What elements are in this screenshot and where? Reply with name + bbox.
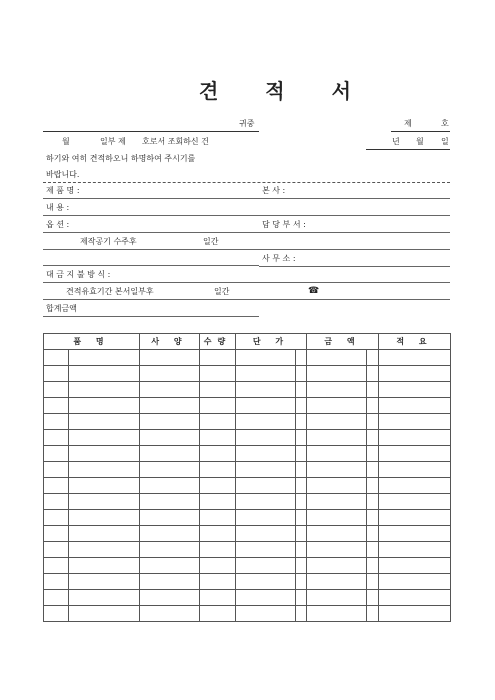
- cell-unit-price: [236, 478, 296, 494]
- cell-remarks: [379, 574, 451, 590]
- cell-product: [69, 414, 140, 430]
- cell-product: [69, 494, 140, 510]
- recipient-suffix: 귀중: [239, 119, 255, 128]
- cell-amount: [307, 510, 367, 526]
- head-office-line-2: [259, 215, 450, 216]
- cell-unit-price-sub: [296, 542, 307, 558]
- cell-amount-sub: [367, 398, 379, 414]
- cell-amount: [307, 478, 367, 494]
- cell-amount-sub: [367, 494, 379, 510]
- cell-index: [44, 398, 69, 414]
- head-office-line: [259, 198, 450, 199]
- items-table: [43, 333, 451, 622]
- cell-remarks: [379, 478, 451, 494]
- cell-quantity: [200, 526, 236, 542]
- product-name-line: [43, 198, 259, 199]
- cell-unit-price-sub: [296, 414, 307, 430]
- cell-spec: [140, 494, 200, 510]
- cell-remarks: [379, 350, 451, 366]
- cell-quantity: [200, 446, 236, 462]
- table-row: [44, 542, 451, 558]
- option-line: [43, 232, 259, 233]
- cell-spec: [140, 398, 200, 414]
- cell-amount: [307, 462, 367, 478]
- cell-amount-sub: [367, 526, 379, 542]
- col-header-product: 품 명: [44, 334, 140, 350]
- col-header-quantity: 수량: [200, 334, 236, 350]
- cell-remarks: [379, 542, 451, 558]
- cell-product: [69, 382, 140, 398]
- cell-spec: [140, 462, 200, 478]
- table-row: [44, 574, 451, 590]
- head-office-label: 본 사 :: [262, 186, 286, 195]
- cell-spec: [140, 510, 200, 526]
- cell-product: [69, 398, 140, 414]
- cell-unit-price: [236, 446, 296, 462]
- cell-spec: [140, 366, 200, 382]
- cell-remarks: [379, 366, 451, 382]
- cell-amount: [307, 590, 367, 606]
- production-period-suffix: 일간: [203, 237, 219, 246]
- cell-amount: [307, 542, 367, 558]
- cell-amount: [307, 366, 367, 382]
- cell-amount: [307, 526, 367, 542]
- cell-product: [69, 574, 140, 590]
- cell-product: [69, 510, 140, 526]
- cell-unit-price-sub: [296, 526, 307, 542]
- cell-quantity: [200, 462, 236, 478]
- cell-quantity: [200, 478, 236, 494]
- office-line: [259, 266, 450, 267]
- table-row: [44, 526, 451, 542]
- cell-product: [69, 446, 140, 462]
- cell-amount-sub: [367, 542, 379, 558]
- cell-remarks: [379, 510, 451, 526]
- cell-amount: [307, 558, 367, 574]
- date-month: 월: [416, 137, 424, 146]
- doc-number-line: [391, 131, 450, 132]
- cell-remarks: [379, 414, 451, 430]
- phone-line: [259, 299, 450, 300]
- cell-index: [44, 526, 69, 542]
- office-line-2: [259, 282, 450, 283]
- cell-quantity: [200, 590, 236, 606]
- cell-product: [69, 430, 140, 446]
- cell-spec: [140, 382, 200, 398]
- cell-unit-price: [236, 606, 296, 622]
- total-amount-line: [43, 316, 259, 317]
- cell-amount: [307, 494, 367, 510]
- cell-remarks: [379, 494, 451, 510]
- cell-remarks: [379, 382, 451, 398]
- doc-number-label: 제: [404, 119, 412, 128]
- cell-index: [44, 366, 69, 382]
- cell-unit-price: [236, 558, 296, 574]
- cell-amount-sub: [367, 366, 379, 382]
- cell-product: [69, 366, 140, 382]
- table-row: [44, 510, 451, 526]
- cell-amount-sub: [367, 478, 379, 494]
- cell-spec: [140, 590, 200, 606]
- production-period-line: [43, 249, 259, 250]
- cell-unit-price-sub: [296, 430, 307, 446]
- cell-spec: [140, 350, 200, 366]
- cell-remarks: [379, 446, 451, 462]
- cell-unit-price-sub: [296, 462, 307, 478]
- table-row: [44, 478, 451, 494]
- cell-product: [69, 350, 140, 366]
- cell-product: [69, 590, 140, 606]
- cell-spec: [140, 574, 200, 590]
- cell-index: [44, 462, 69, 478]
- cell-unit-price: [236, 366, 296, 382]
- cell-unit-price-sub: [296, 478, 307, 494]
- cell-product: [69, 462, 140, 478]
- doc-number-suffix: 호: [441, 119, 449, 128]
- cell-spec: [140, 430, 200, 446]
- col-header-amount: 금 액: [307, 334, 379, 350]
- cell-remarks: [379, 526, 451, 542]
- intro-line2: 하기와 여히 견적하오니 하명하여 주시기를: [46, 154, 196, 163]
- cell-unit-price: [236, 382, 296, 398]
- production-period-label: 제작공기 수주후: [80, 237, 137, 246]
- cell-unit-price: [236, 414, 296, 430]
- document-title: 견 적 서: [199, 79, 371, 103]
- cell-unit-price-sub: [296, 350, 307, 366]
- cell-quantity: [200, 350, 236, 366]
- cell-spec: [140, 542, 200, 558]
- intro-day: 일부 제: [100, 137, 126, 146]
- cell-amount-sub: [367, 510, 379, 526]
- cell-product: [69, 478, 140, 494]
- cell-unit-price: [236, 430, 296, 446]
- cell-unit-price-sub: [296, 590, 307, 606]
- cell-product: [69, 526, 140, 542]
- cell-amount-sub: [367, 590, 379, 606]
- content-label: 내 용 :: [46, 203, 70, 212]
- cell-unit-price-sub: [296, 494, 307, 510]
- cell-unit-price-sub: [296, 510, 307, 526]
- department-line-2: [259, 249, 450, 250]
- cell-index: [44, 494, 69, 510]
- cell-quantity: [200, 414, 236, 430]
- cell-product: [69, 542, 140, 558]
- cell-remarks: [379, 398, 451, 414]
- cell-remarks: [379, 606, 451, 622]
- cell-quantity: [200, 542, 236, 558]
- cell-quantity: [200, 510, 236, 526]
- cell-spec: [140, 446, 200, 462]
- option-label: 옵 션 :: [46, 220, 70, 229]
- table-row: [44, 398, 451, 414]
- validity-suffix: 일간: [214, 287, 230, 296]
- cell-unit-price-sub: [296, 606, 307, 622]
- cell-amount: [307, 398, 367, 414]
- cell-spec: [140, 414, 200, 430]
- cell-index: [44, 478, 69, 494]
- date-day: 일: [441, 137, 449, 146]
- cell-unit-price: [236, 398, 296, 414]
- cell-index: [44, 590, 69, 606]
- validity-line: [43, 299, 259, 300]
- recipient-line: [43, 131, 259, 132]
- cell-amount: [307, 606, 367, 622]
- cell-quantity: [200, 366, 236, 382]
- phone-icon: ☎: [308, 286, 320, 296]
- table-header-row: [44, 334, 451, 350]
- cell-amount-sub: [367, 430, 379, 446]
- cell-index: [44, 446, 69, 462]
- cell-remarks: [379, 462, 451, 478]
- cell-amount: [307, 414, 367, 430]
- table-row: [44, 350, 451, 366]
- cell-amount: [307, 430, 367, 446]
- cell-index: [44, 350, 69, 366]
- intro-ref: 호로서 조회하신 건: [142, 137, 209, 146]
- cell-amount: [307, 382, 367, 398]
- intro-line3: 바랍니다.: [46, 170, 80, 179]
- table-row: [44, 446, 451, 462]
- cell-unit-price: [236, 526, 296, 542]
- cell-index: [44, 574, 69, 590]
- cell-unit-price: [236, 350, 296, 366]
- cell-amount: [307, 446, 367, 462]
- cell-quantity: [200, 494, 236, 510]
- cell-quantity: [200, 398, 236, 414]
- cell-unit-price: [236, 510, 296, 526]
- cell-quantity: [200, 606, 236, 622]
- cell-amount-sub: [367, 414, 379, 430]
- section-separator: [43, 182, 450, 183]
- cell-index: [44, 606, 69, 622]
- cell-spec: [140, 478, 200, 494]
- table-body: [44, 350, 451, 622]
- department-line: [259, 232, 450, 233]
- cell-index: [44, 542, 69, 558]
- cell-unit-price: [236, 494, 296, 510]
- cell-unit-price: [236, 574, 296, 590]
- total-amount-label: 합계금액: [46, 304, 77, 313]
- cell-spec: [140, 526, 200, 542]
- content-line: [43, 215, 259, 216]
- cell-unit-price-sub: [296, 558, 307, 574]
- cell-remarks: [379, 558, 451, 574]
- cell-amount-sub: [367, 558, 379, 574]
- cell-index: [44, 558, 69, 574]
- cell-remarks: [379, 590, 451, 606]
- cell-amount-sub: [367, 606, 379, 622]
- table-row: [44, 590, 451, 606]
- date-line: [366, 149, 450, 150]
- cell-amount-sub: [367, 350, 379, 366]
- table-row: [44, 606, 451, 622]
- cell-index: [44, 414, 69, 430]
- cell-index: [44, 382, 69, 398]
- cell-quantity: [200, 574, 236, 590]
- cell-product: [69, 558, 140, 574]
- col-header-unit-price: 단 가: [236, 334, 307, 350]
- cell-remarks: [379, 430, 451, 446]
- table-row: [44, 414, 451, 430]
- table-row: [44, 430, 451, 446]
- intro-month: 월: [62, 137, 70, 146]
- cell-unit-price-sub: [296, 574, 307, 590]
- cell-amount: [307, 350, 367, 366]
- department-label: 담 당 부 서 :: [262, 220, 306, 229]
- date-year: 년: [392, 137, 400, 146]
- cell-amount-sub: [367, 382, 379, 398]
- table-row: [44, 462, 451, 478]
- cell-unit-price: [236, 542, 296, 558]
- cell-amount-sub: [367, 574, 379, 590]
- cell-spec: [140, 558, 200, 574]
- cell-unit-price-sub: [296, 398, 307, 414]
- col-header-remarks: 적 요: [379, 334, 451, 350]
- cell-index: [44, 430, 69, 446]
- table-row: [44, 382, 451, 398]
- cell-unit-price-sub: [296, 366, 307, 382]
- cell-spec: [140, 606, 200, 622]
- cell-unit-price: [236, 462, 296, 478]
- cell-amount: [307, 574, 367, 590]
- table-row: [44, 366, 451, 382]
- cell-unit-price-sub: [296, 382, 307, 398]
- blank-line: [43, 265, 259, 266]
- col-header-spec: 사 양: [140, 334, 200, 350]
- product-name-label: 제 품 명 :: [46, 186, 80, 195]
- validity-label: 견적유효기간 본서일부후: [66, 287, 154, 296]
- payment-method-line: [43, 282, 259, 283]
- cell-quantity: [200, 430, 236, 446]
- cell-product: [69, 606, 140, 622]
- cell-quantity: [200, 382, 236, 398]
- office-label: 사 무 소 :: [262, 254, 296, 263]
- cell-amount-sub: [367, 446, 379, 462]
- table-row: [44, 494, 451, 510]
- payment-method-label: 대 금 지 불 방 식 :: [46, 270, 111, 279]
- cell-unit-price: [236, 590, 296, 606]
- cell-index: [44, 510, 69, 526]
- cell-unit-price-sub: [296, 446, 307, 462]
- table-row: [44, 558, 451, 574]
- cell-quantity: [200, 558, 236, 574]
- cell-amount-sub: [367, 462, 379, 478]
